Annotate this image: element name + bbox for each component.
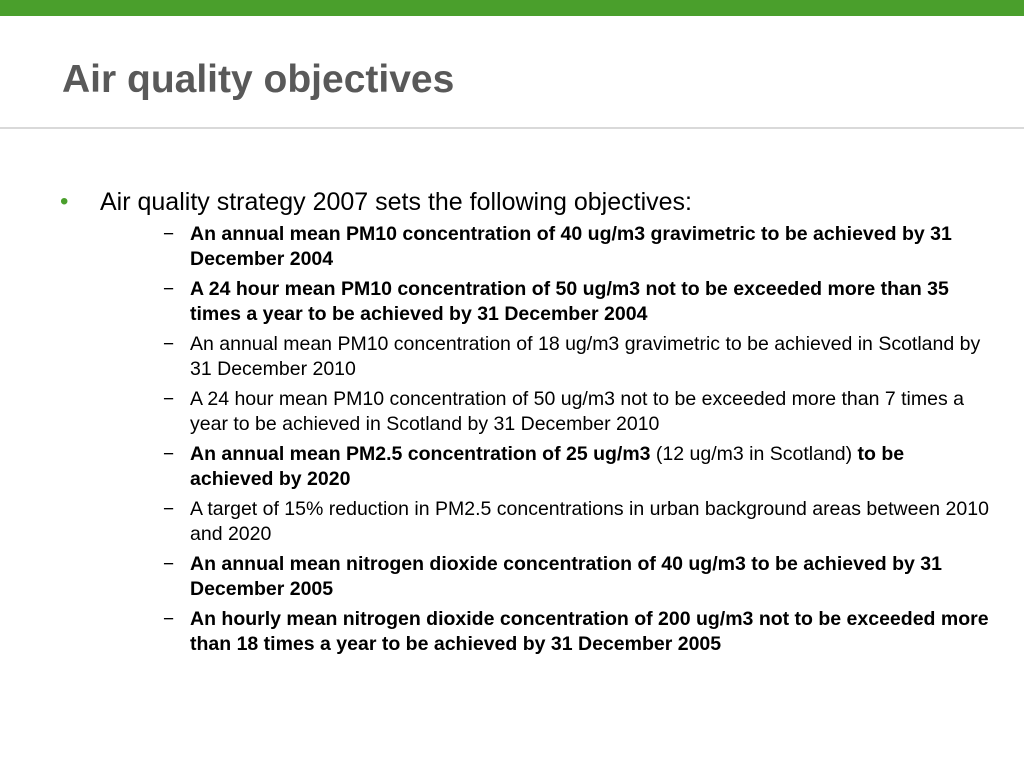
objective-item — [0, 222, 1024, 272]
dash-marker-icon: − — [163, 554, 175, 575]
slide-content — [0, 186, 1024, 655]
objective-text-segment: A 24 hour mean PM10 concentration of 50 ug/m3 not to be exceeded more than 35 times a year to be achieved by 31 December 2004 — [190, 278, 949, 325]
objective-text-segment: An annual mean nitrogen dioxide concentration of 40 ug/m3 to be achieved by 31 December 2005 — [190, 553, 942, 600]
dash-marker-icon: − — [163, 499, 175, 520]
objective-text — [190, 222, 990, 272]
bullet-text: Air quality strategy 2007 sets the following objectives: — [100, 188, 692, 216]
objective-item — [0, 552, 1024, 602]
objective-text-segment: (12 ug/m3 in Scotland) — [650, 443, 858, 465]
objective-text — [190, 387, 990, 437]
objective-text — [190, 442, 990, 492]
dash-marker-icon: − — [163, 609, 175, 630]
objective-text-segment: An annual mean PM2.5 concentration of 25 ug/m3 — [190, 443, 651, 465]
objective-item — [0, 387, 1024, 437]
title-divider — [0, 127, 1024, 129]
bullet-dot-icon: • — [60, 188, 69, 215]
dash-marker-icon: − — [163, 224, 175, 245]
objective-text-segment: An hourly mean nitrogen dioxide concentration of 200 ug/m3 not to be exceeded more than 18 times a year to be achieved by 31 December 2005 — [190, 608, 989, 655]
objective-text-segment: A target of 15% reduction in PM2.5 concentrations in urban background areas between 2010 and 2020 — [190, 498, 989, 545]
dash-marker-icon: − — [163, 389, 175, 410]
objective-text-segment: to be achieved by 2020 — [190, 443, 905, 490]
objective-text — [190, 552, 990, 602]
dash-marker-icon: − — [163, 334, 175, 355]
objective-item — [0, 277, 1024, 327]
objective-text — [190, 277, 990, 327]
objective-text — [190, 497, 990, 547]
objective-text-segment: An annual mean PM10 concentration of 18 ug/m3 gravimetric to be achieved in Scotland by 31 December 2010 — [190, 333, 981, 380]
objective-item — [0, 497, 1024, 547]
objective-text-segment: A 24 hour mean PM10 concentration of 50 ug/m3 not to be exceeded more than 7 times a year to be achieved in Scotland by 31 December 2010 — [190, 388, 964, 435]
slide-title: Air quality objectives — [62, 58, 455, 101]
objective-item — [0, 607, 1024, 657]
top-accent-bar — [0, 0, 1024, 16]
dash-marker-icon: − — [163, 279, 175, 300]
objective-text — [190, 332, 990, 382]
objectives-list — [0, 222, 1024, 662]
objective-item — [0, 442, 1024, 492]
bullet-item — [0, 186, 1024, 218]
objective-text — [190, 607, 990, 657]
objective-item — [0, 332, 1024, 382]
objective-text-segment: An annual mean PM10 concentration of 40 ug/m3 gravimetric to be achieved by 31 December 2004 — [190, 223, 952, 270]
dash-marker-icon: − — [163, 444, 175, 465]
